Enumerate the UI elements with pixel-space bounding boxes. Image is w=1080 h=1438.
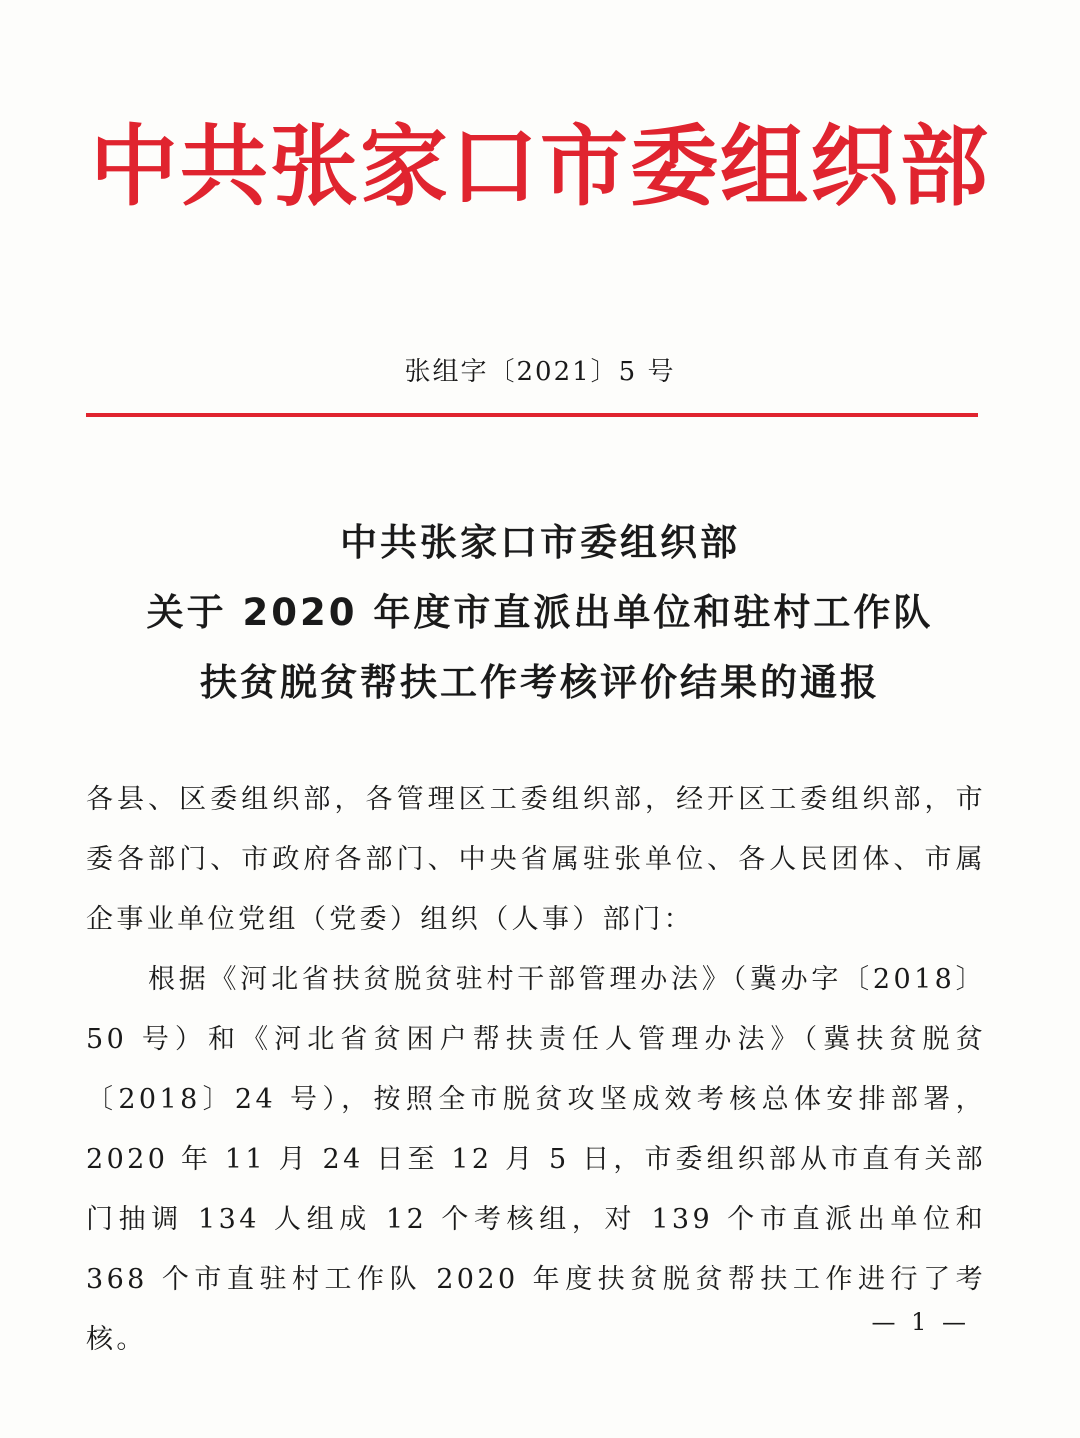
salutation: 各县、区委组织部，各管理区工委组织部，经开区工委组织部，市委各部门、市政府各部门、中央省属驻张单位、各人民团体、市属企事业单位党组（党委）组织（人事）部门： (86, 784, 986, 935)
document-body (86, 770, 986, 1370)
page-number: — 1 — (871, 1308, 970, 1336)
body-paragraph-1: 根据《河北省扶贫脱贫驻村干部管理办法》（冀办字〔2018〕50 号）和《河北省贫困户帮扶责任人管理办法》（冀扶贫脱贫〔2018〕24 号），按照全市脱贫攻坚成效考核总体安排部署，2020 年 11 月 24 日至 12 月 5 日，市委组织部从市直有关部门抽调 134 人组成 12 个考核组，对 139 个市直派出单位和 368 个市直驻村工作队 2020 年度扶贫脱贫帮扶工作进行了考核。 (86, 964, 986, 1355)
title-line-1: 中共张家口市委组织部 (340, 521, 740, 564)
document-title (0, 508, 1080, 718)
title-line-3: 扶贫脱贫帮扶工作考核评价结果的通报 (200, 661, 880, 704)
red-divider (86, 413, 978, 417)
issuer-header: 中共张家口市委组织部 (89, 115, 990, 218)
title-line-2: 关于 2020 年度市直派出单位和驻村工作队 (146, 591, 934, 634)
document-number: 张组字〔2021〕5 号 (404, 357, 676, 387)
